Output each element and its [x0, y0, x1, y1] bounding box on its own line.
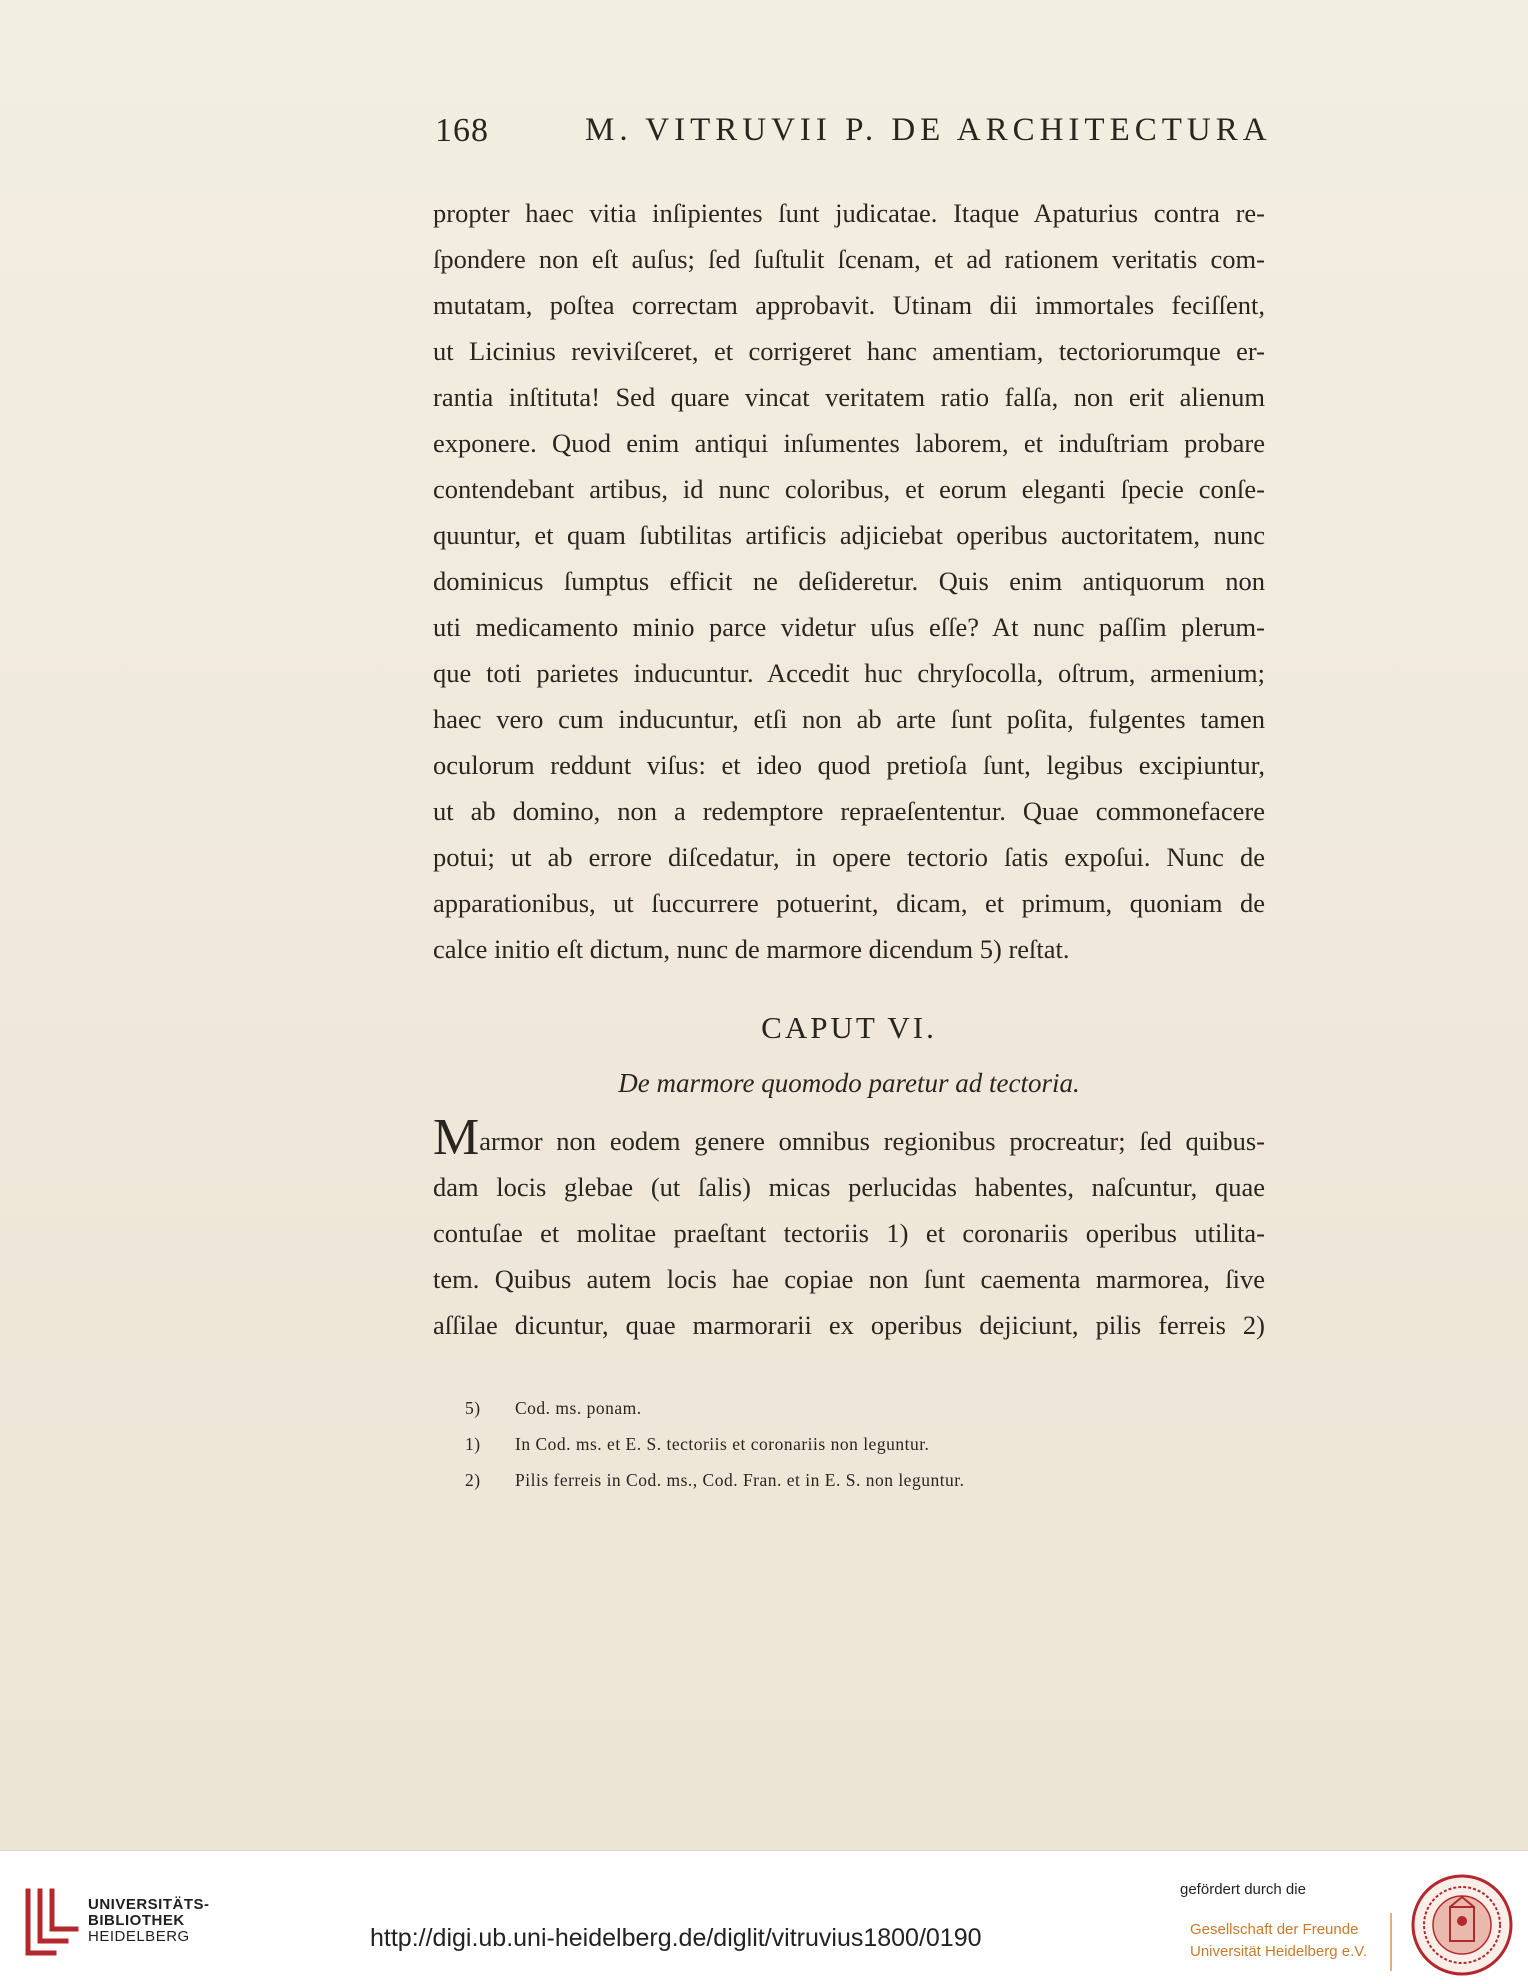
text-line: apparationibus, ut ſuccurrere potuerint, dicam, et primum, quoniam de [433, 888, 1265, 918]
footer-divider [1390, 1913, 1392, 1971]
footnote-marker: 2) [465, 1470, 481, 1490]
text-line: aſſilae dicuntur, quae marmorarii ex operibus dejiciunt, pilis ferreis 2) [433, 1310, 1265, 1340]
library-name-line: HEIDELBERG [88, 1928, 190, 1945]
footnote-marker: 1) [465, 1434, 481, 1454]
text-line: ut Licinius reviviſceret, et corrigeret hanc amentiam, tectoriorumque er- [433, 336, 1265, 366]
text-line: que toti parietes inducuntur. Accedit huc chryſocolla, oſtrum, armenium; [433, 658, 1265, 688]
text-line-first [433, 1109, 1265, 1166]
text-line: mutatam, poſtea correctam approbavit. Utinam dii immortales feciſſent, [433, 290, 1265, 320]
society-name [1190, 1919, 1367, 1963]
text-line: potui; ut ab errore diſcedatur, in opere tectorio ſatis expoſui. Nunc de [433, 842, 1265, 872]
library-name-line: BIBLIOTHEK [88, 1912, 185, 1929]
paragraph-1 [433, 190, 1265, 972]
paragraph-2 [433, 1109, 1265, 1348]
society-name-line: Universität Heidelberg e.V. [1190, 1943, 1368, 1960]
text-line: contuſae et molitae praeſtant tectoriis 1) et coronariis operibus utilita- [433, 1218, 1265, 1248]
library-name-line: UNIVERSITÄTS- [88, 1896, 210, 1913]
footnote [465, 1462, 1245, 1498]
footnote-text: Pilis ferreis in Cod. ms., Cod. Fran. et in E. S. non leguntur. [515, 1470, 965, 1490]
university-seal-icon [1410, 1873, 1514, 1977]
text-line-rest: armor non eodem genere omnibus regionibus procreatur; ſed quibus- [479, 1126, 1265, 1156]
text-line: tem. Quibus autem locis hae copiae non ſunt caementa marmorea, ſive [433, 1264, 1265, 1294]
footnote-marker: 5) [465, 1398, 481, 1418]
footnotes [465, 1390, 1245, 1498]
text-line: uti medicamento minio parce videtur uſus eſſe? At nunc paſſim plerum- [433, 612, 1265, 642]
text-line: haec vero cum inducuntur, etſi non ab arte ſunt poſita, fulgentes tamen [433, 704, 1265, 734]
society-name-line: Gesellschaft der Freunde [1190, 1921, 1359, 1938]
footnote [465, 1426, 1245, 1462]
footer-bar [0, 1850, 1528, 1984]
footnote-text: In Cod. ms. et E. S. tectoriis et coronariis non leguntur. [515, 1434, 930, 1454]
chapter-title: CAPUT VI. [761, 1010, 937, 1045]
footnote [465, 1390, 1245, 1426]
text-line: oculorum reddunt viſus: et ideo quod pretioſa ſunt, legibus excipiuntur, [433, 750, 1265, 780]
text-line: quuntur, et quam ſubtilitas artificis adjiciebat operibus auctoritatem, nunc [433, 520, 1265, 550]
funded-by-label: gefördert durch die [1180, 1881, 1306, 1898]
library-name [88, 1897, 210, 1945]
initial-letter: M [433, 1109, 480, 1166]
footnote-text: Cod. ms. ponam. [515, 1398, 642, 1418]
chapter-subtitle: De marmore quomodo paretur ad tectoria. [618, 1068, 1080, 1098]
text-line: ſpondere non eſt auſus; ſed ſuſtulit ſcenam, et ad rationem veritatis com- [433, 244, 1265, 274]
text-line: exponere. Quod enim antiqui inſumentes laborem, et induſtriam probare [433, 428, 1265, 458]
text-line: contendebant artibus, id nunc coloribus, et eorum eleganti ſpecie conſe- [433, 474, 1265, 504]
text-line: propter haec vitia inſipientes ſunt judicatae. Itaque Apaturius contra re- [433, 198, 1265, 228]
text-line: rantia inſtituta! Sed quare vincat veritatem ratio falſa, non erit alienum [433, 382, 1265, 412]
text-line: dominicus ſumptus efficit ne deſideretur. Quis enim antiquorum non [433, 566, 1265, 596]
header-title: M. VITRUVII P. DE ARCHITECTURA [585, 112, 1272, 148]
page-number: 168 [435, 112, 489, 149]
permalink-url[interactable]: http://digi.ub.uni-heidelberg.de/diglit/vitruvius1800/0190 [370, 1924, 982, 1952]
text-line-last: calce initio eſt dictum, nunc de marmore dicendum 5) reſtat. [433, 934, 1070, 964]
library-logo-icon [20, 1881, 80, 1961]
text-line: dam locis glebae (ut ſalis) micas perlucidas habentes, naſcuntur, quae [433, 1172, 1265, 1202]
text-line: ut ab domino, non a redemptore repraeſententur. Quae commonefacere [433, 796, 1265, 826]
running-head [435, 112, 1270, 160]
